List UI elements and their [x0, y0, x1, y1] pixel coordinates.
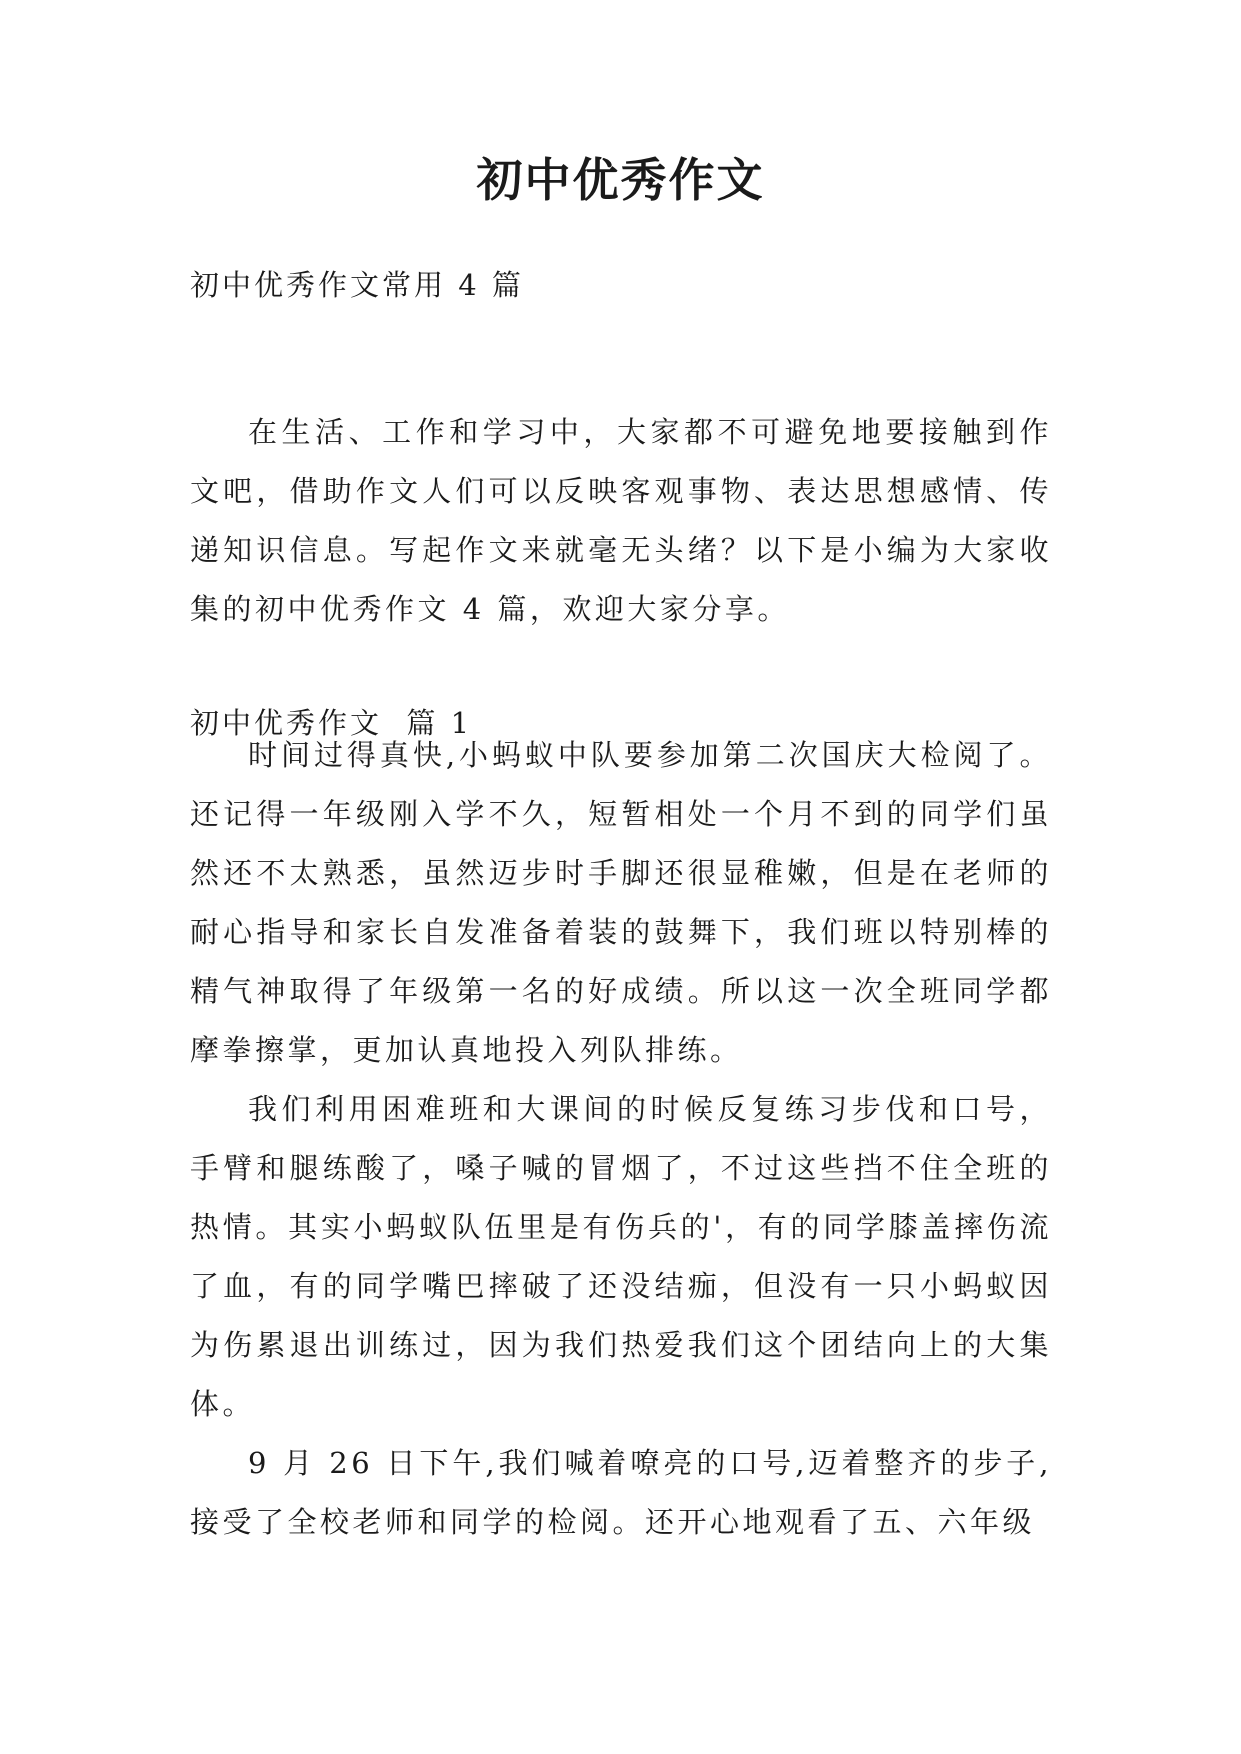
essay-body — [190, 726, 1052, 1552]
document-subtitle: 初中优秀作文常用 4 篇 — [190, 268, 524, 302]
intro-block — [190, 403, 1052, 639]
essay-paragraph-2: 我们利用困难班和大课间的时候反复练习步伐和口号，手臂和腿练酸了，嗓子喊的冒烟了，不过这些挡不住全班的热情。其实小蚂蚁队伍里是有伤兵的'，有的同学膝盖摔伤流了血，有的同学嘴巴摔破了还没结痂，但没有一只小蚂蚁因为伤累退出训练过，因为我们热爱我们这个团结向上的大集体。 — [190, 1092, 1052, 1421]
intro-paragraph: 在生活、工作和学习中，大家都不可避免地要接触到作文吧，借助作文人们可以反映客观事物、表达思想感情、传递知识信息。写起作文来就毫无头绪？以下是小编为大家收集的初中优秀作文 4 篇，欢迎大家分享。 — [190, 415, 1052, 626]
document-title: 初中优秀作文 — [476, 153, 765, 207]
essay-paragraph-1: 时间过得真快,小蚂蚁中队要参加第二次国庆大检阅了。还记得一年级刚入学不久，短暂相处一个月不到的同学们虽然还不太熟悉，虽然迈步时手脚还很显稚嫩，但是在老师的耐心指导和家长自发准备着装的鼓舞下，我们班以特别棒的精气神取得了年级第一名的好成绩。所以这一次全班同学都摩拳擦掌，更加认真地投入列队排练。 — [190, 738, 1052, 1067]
section-heading: 初中优秀作文 篇 1 — [190, 706, 473, 740]
essay-paragraph-3: 9 月 26 日下午,我们喊着嘹亮的口号,迈着整齐的步子,接受了全校老师和同学的检阅。还开心地观看了五、六年级 — [190, 1446, 1052, 1539]
